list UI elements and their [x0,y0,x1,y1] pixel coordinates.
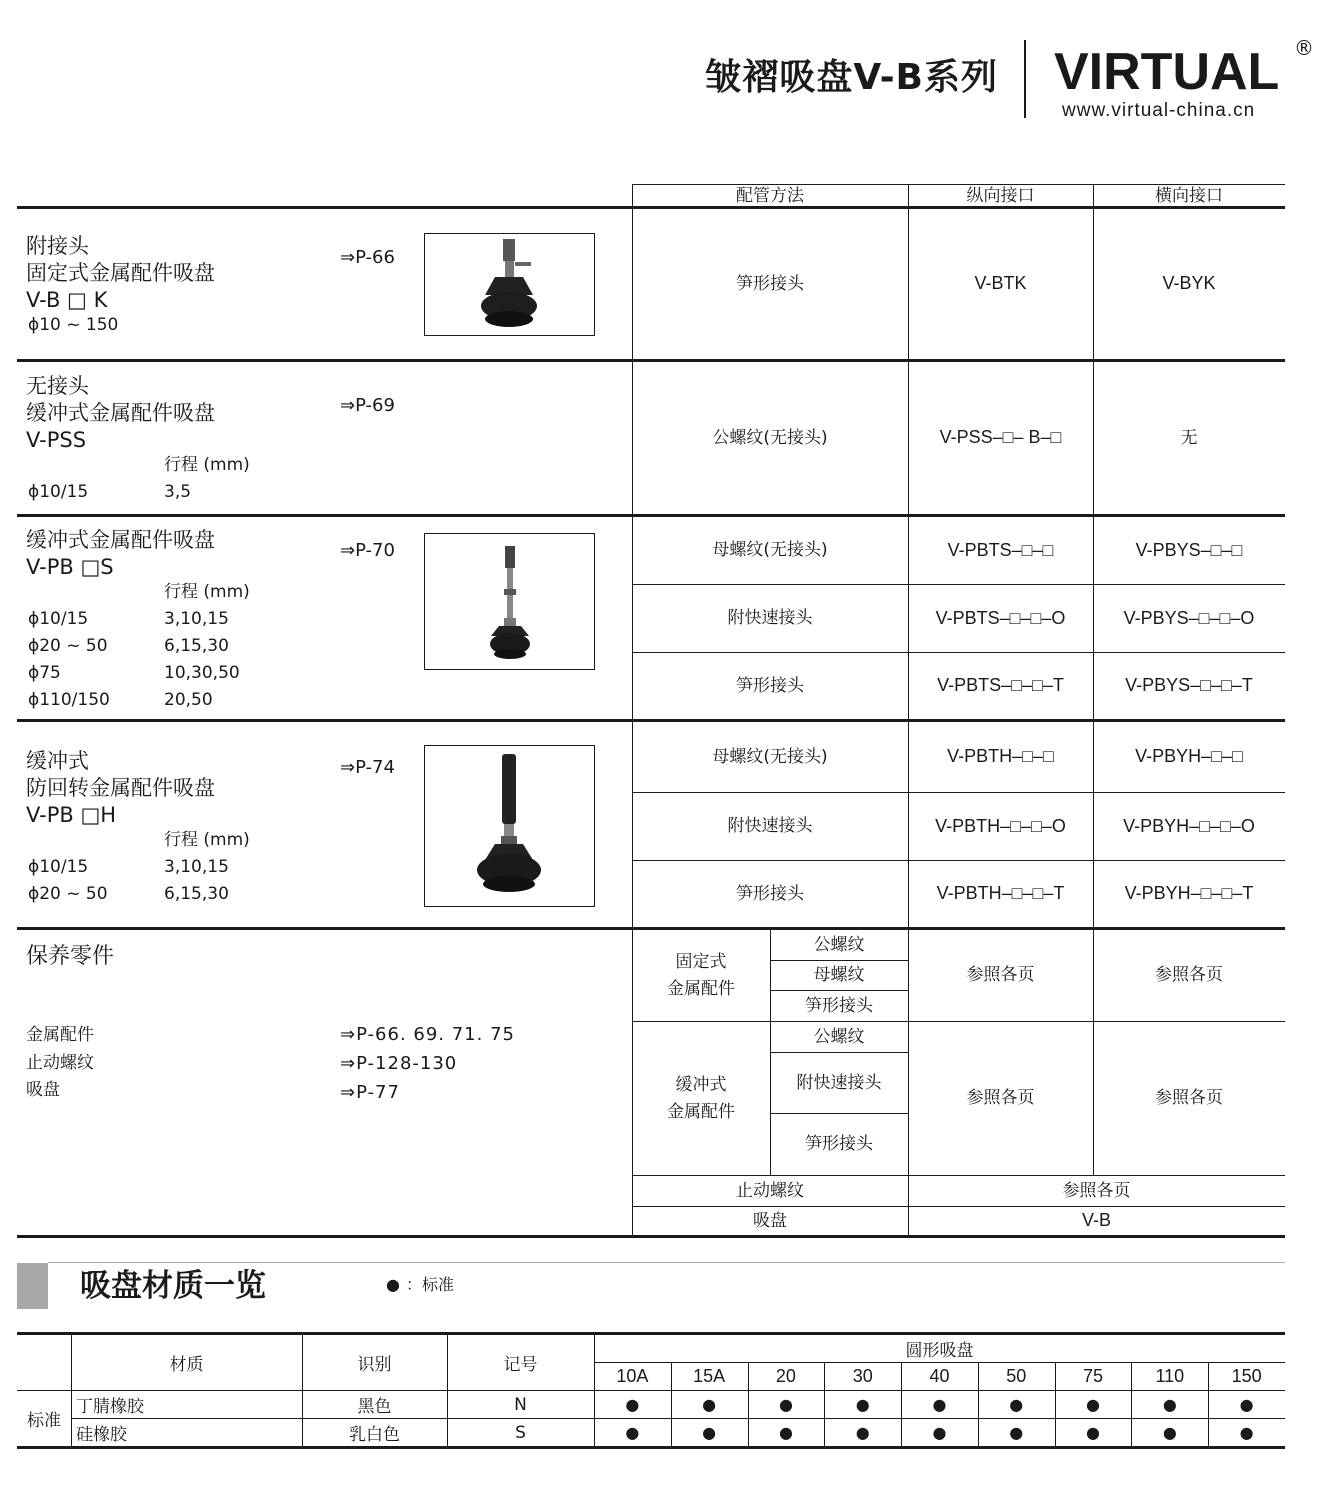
fitting-item: 附快速接头 [796,1072,882,1093]
horizontal-model: V-PBYH–□–□ [1135,746,1243,767]
spec-stroke: 3,10,15 [164,609,229,629]
horizontal-model: V-PBYS–□–□–T [1125,675,1253,696]
page-ref-link[interactable]: ⇒P-70 [340,540,395,561]
section-label: 固定式金属配件吸盘 [26,261,215,285]
vertical-model: V-PBTS–□–□ [947,539,1054,560]
vertical-model: V-PBTS–□–□–O [935,607,1066,628]
material-name: 硅橡胶 [76,1425,127,1445]
size-header: 40 [929,1366,950,1386]
spec-size: ϕ75 [28,663,61,683]
size-header: 50 [1006,1366,1027,1386]
standard-mark: ● [855,1395,870,1414]
legend-symbol: ● [386,1275,400,1294]
brand-logo: VIRTUAL [1054,43,1280,101]
size-header: 10A [616,1366,649,1386]
materials-title: 吸盘材质一览 [80,1268,266,1304]
standard-mark: ● [702,1423,717,1442]
page-ref-link[interactable]: ⇒P-77 [340,1082,400,1103]
standard-mark: ● [1162,1395,1177,1414]
piping-method: 笋形接头 [736,675,804,696]
page-ref-link[interactable]: ⇒P-128-130 [340,1053,458,1074]
part-label: 止动螺纹 [26,1053,94,1073]
stroke-label: 行程 (mm) [164,582,250,602]
stop-screw-value: 参照各页 [1062,1180,1131,1201]
standard-mark: ● [1239,1395,1254,1414]
pad-value: V-B [1081,1210,1111,1231]
identification-color: 乳白色 [349,1425,400,1445]
standard-mark: ● [932,1423,947,1442]
vertical-model: V-PBTH–□–□ [947,746,1054,767]
column-header-horizontal: 横向接口 [1155,185,1223,206]
see-pages: 参照各页 [966,1088,1035,1109]
spec-size: ϕ10/15 [28,609,89,629]
see-pages: 参照各页 [966,965,1035,986]
part-label: 吸盘 [26,1080,60,1100]
page-ref-link[interactable]: ⇒P-69 [340,395,395,416]
see-pages: 参照各页 [1155,965,1223,986]
standard-mark: ● [1162,1423,1177,1442]
standard-mark: ● [702,1395,717,1414]
header-material: 材质 [169,1355,204,1375]
fitting-item: 笋形接头 [805,995,873,1016]
spec-size: ϕ20 ~ 50 [28,884,108,904]
material-symbol: S [515,1422,526,1443]
header-identification: 识别 [357,1355,392,1375]
spec-stroke: 6,15,30 [164,884,229,904]
standard-mark: ● [778,1423,793,1442]
spec-stroke: 6,15,30 [164,636,229,656]
section-marker [17,1263,48,1309]
section-label: 缓冲式金属配件吸盘 [26,528,215,552]
brand-url: www.virtual-china.cn [1062,100,1256,121]
horizontal-model: V-PBYH–□–□–O [1123,815,1255,836]
header-round-pad: 圆形吸盘 [905,1341,974,1361]
model-name: V-B □ K [26,288,108,312]
section-label: 附接头 [26,234,89,258]
registered-mark: ® [1294,36,1314,60]
spec-size: ϕ20 ~ 50 [28,636,108,656]
spec-size: ϕ110/150 [28,690,110,710]
fitting-item: 母螺纹 [813,965,865,986]
see-pages: 参照各页 [1155,1088,1223,1109]
size-range: ϕ10 ~ 150 [28,315,119,335]
page-ref-link[interactable]: ⇒P-66 [340,247,395,268]
piping-method: 附快速接头 [727,608,813,629]
vertical-model: V-PBTS–□–□–T [937,675,1064,696]
spec-size: ϕ10/15 [28,482,89,502]
size-header: 150 [1231,1366,1262,1386]
section-label: 缓冲式 [26,749,89,773]
standard-mark: ● [1086,1423,1101,1442]
header-symbol: 记号 [503,1355,538,1375]
spec-stroke: 3,5 [164,482,192,502]
size-header: 15A [693,1366,726,1386]
page-ref-link[interactable]: ⇒P-74 [340,757,395,778]
piping-method: 母螺纹(无接头) [712,746,828,767]
legend-text: ：标准 [406,1275,455,1294]
vertical-model: V-BTK [974,273,1027,294]
vertical-model: V-PSS–□– B–□ [939,427,1062,448]
stroke-label: 行程 (mm) [164,830,250,850]
fitting-item: 公螺纹 [813,1026,865,1047]
page-title: 皱褶吸盘V-B系列 [705,57,998,98]
piping-method: 附快速接头 [727,816,813,837]
standard-mark: ● [1086,1395,1101,1414]
horizontal-model: V-PBYH–□–□–T [1124,883,1254,904]
standard-mark: ● [1239,1423,1254,1442]
product-image [424,533,595,670]
size-header: 75 [1083,1366,1104,1386]
spec-stroke: 10,30,50 [164,663,240,683]
standard-mark: ● [625,1395,640,1414]
product-image [424,745,595,907]
model-name: V-PB □S [26,555,114,579]
spec-size: ϕ10/15 [28,857,89,877]
stroke-label: 行程 (mm) [164,455,250,475]
section-label: 无接头 [26,374,89,398]
spec-stroke: 3,10,15 [164,857,229,877]
column-header-piping: 配管方法 [736,185,804,206]
stop-screw-label: 止动螺纹 [736,1180,804,1201]
section-rule [48,1262,1285,1263]
spec-stroke: 20,50 [164,690,213,710]
group-standard: 标准 [27,1411,61,1431]
fitting-item: 公螺纹 [813,934,865,955]
standard-mark: ● [1009,1423,1024,1442]
standard-mark: ● [625,1423,640,1442]
fitting-item: 笋形接头 [805,1134,873,1155]
model-name: V-PSS [26,428,87,452]
section-label: 缓冲式金属配件吸盘 [26,401,215,425]
header-divider [1024,40,1026,118]
size-header: 110 [1155,1366,1185,1386]
standard-mark: ● [778,1395,793,1414]
buffer-fitting-group: 缓冲式 金属配件 [667,1075,735,1122]
horizontal-model: 无 [1180,427,1198,448]
page-ref-link[interactable]: ⇒P-66. 69. 71. 75 [340,1024,515,1045]
horizontal-model: V-BYK [1162,273,1216,294]
horizontal-model: V-PBYS–□–□–O [1123,607,1255,628]
identification-color: 黑色 [357,1397,392,1417]
section-label: 保养零件 [26,944,115,969]
vertical-model: V-PBTH–□–□–O [935,815,1066,836]
size-header: 20 [775,1366,796,1386]
part-label: 金属配件 [26,1025,94,1045]
piping-method: 公螺纹(无接头) [712,427,828,448]
piping-method: 笋形接头 [736,883,804,904]
column-header-vertical: 纵向接口 [966,185,1035,206]
product-image [424,233,595,336]
horizontal-model: V-PBYS–□–□ [1135,539,1243,560]
standard-mark: ● [932,1395,947,1414]
model-name: V-PB □H [26,803,117,827]
pad-label: 吸盘 [753,1210,787,1231]
vertical-model: V-PBTH–□–□–T [936,883,1065,904]
section-label: 防回转金属配件吸盘 [26,776,215,800]
material-symbol: N [514,1394,527,1415]
piping-method: 笋形接头 [736,273,804,294]
standard-mark: ● [1009,1395,1024,1414]
fixed-fitting-group: 固定式 金属配件 [667,952,735,999]
standard-mark: ● [855,1423,870,1442]
piping-method: 母螺纹(无接头) [712,540,828,561]
material-name: 丁腈橡胶 [76,1397,144,1417]
size-header: 30 [852,1366,873,1386]
